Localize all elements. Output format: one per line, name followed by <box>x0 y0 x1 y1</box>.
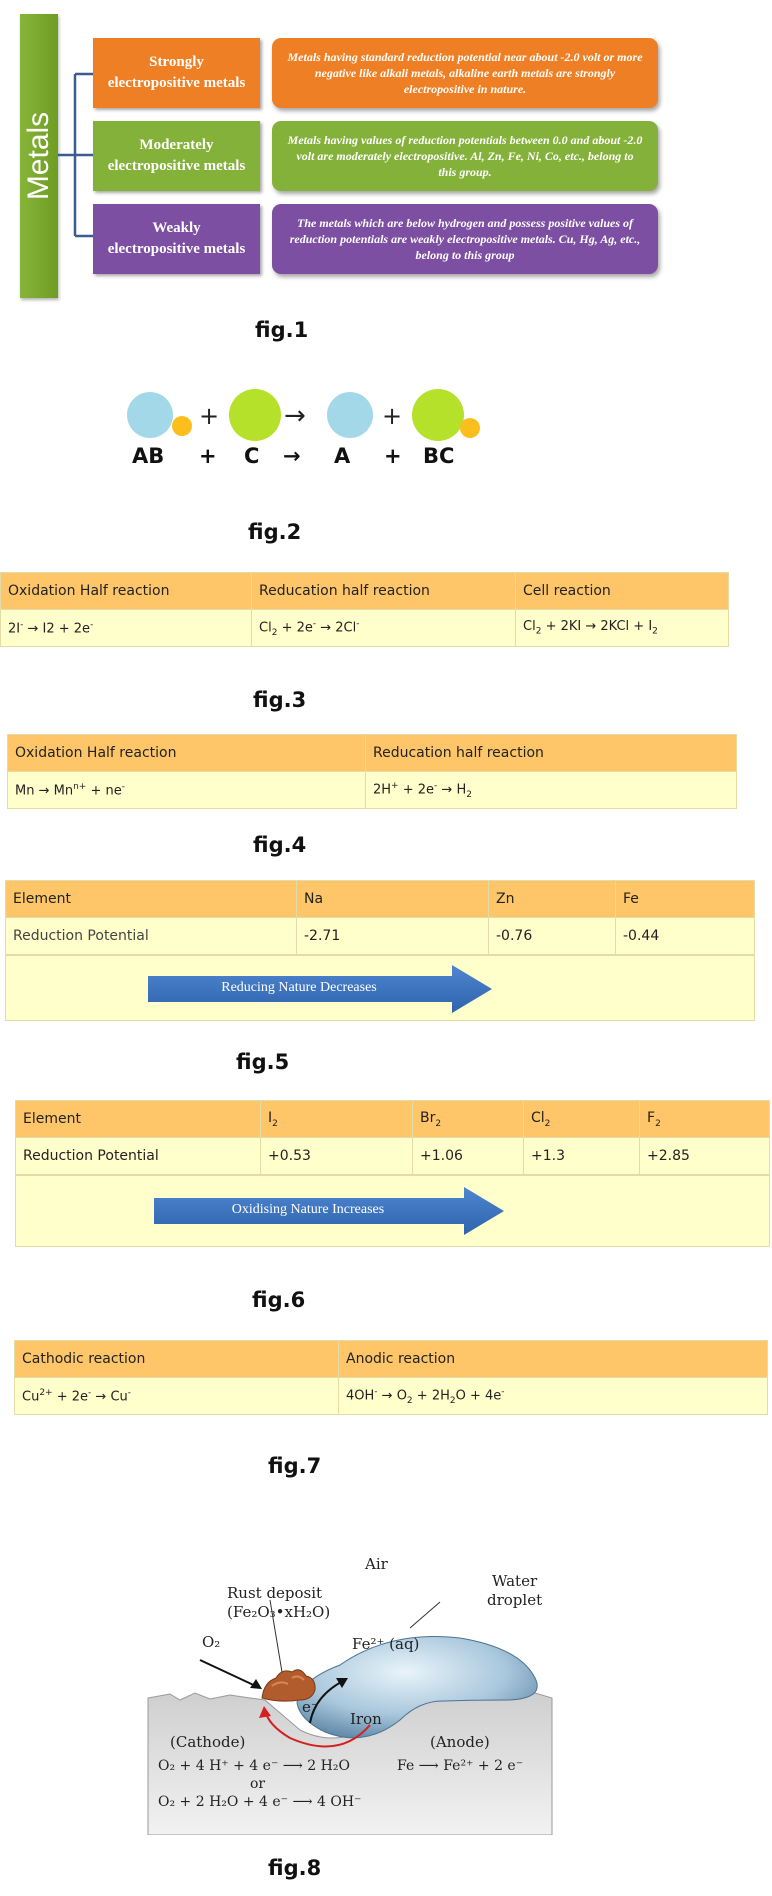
label-water-droplet: Water droplet <box>487 1572 543 1609</box>
fig6-arrow-label: Oxidising Nature Increases <box>231 1202 385 1217</box>
label-electron: e⁻ <box>302 1698 319 1716</box>
table-row <box>15 1378 768 1415</box>
header-cell: Element <box>6 881 297 918</box>
metals-title: Metals <box>22 111 55 201</box>
cathodic-cell: $Cu^{2+} + 2e^- \to Cu^-$ <box>15 1378 339 1415</box>
fig7-caption: fig.7 <box>268 1454 322 1478</box>
header-cell: Fe <box>616 881 755 918</box>
fig6-table <box>15 1100 770 1175</box>
table-row <box>15 1341 768 1378</box>
value-cell: +0.53 <box>261 1138 413 1175</box>
cathode-equation-1: O₂ + 4 H⁺ + 4 e⁻ ⟶ 2 H₂O <box>158 1758 350 1774</box>
anodic-cell: $4OH^- \to O_2 + 2H_2O + 4e^-$ <box>339 1378 768 1415</box>
header-cell: Element <box>16 1101 261 1138</box>
molecule-c-product <box>412 389 464 441</box>
anode-equation: Fe ⟶ Fe²⁺ + 2 e⁻ <box>397 1758 524 1774</box>
cell-reaction-cell: $Cl_2 + 2KI \to 2KCl + I_2$ <box>516 610 729 647</box>
table-row <box>8 735 737 772</box>
metals-title-bar <box>20 14 58 298</box>
value-cell: -2.71 <box>297 918 489 955</box>
fig2-plus-1: + <box>199 402 220 430</box>
label-cathode: (Cathode) <box>170 1733 246 1751</box>
header-cell: $Cl_2$ <box>524 1101 640 1138</box>
value-cell: +1.3 <box>524 1138 640 1175</box>
fig7-table <box>14 1340 768 1415</box>
value-cell: -0.76 <box>489 918 616 955</box>
header-cell: Reducation half reaction <box>366 735 737 772</box>
label-iron: Iron <box>350 1710 382 1728</box>
row-label: Reduction Potential <box>16 1138 261 1175</box>
table-row <box>1 573 729 610</box>
fig1-caption: fig.1 <box>255 318 309 342</box>
category-weakly: Weakly electropositive metals <box>93 204 260 274</box>
value-cell: +1.06 <box>413 1138 524 1175</box>
label-o2: O₂ <box>202 1633 221 1651</box>
fig2-caption: fig.2 <box>248 520 302 544</box>
description-weakly: The metals which are below hydrogen and possess positive values of reduction potentials are weakly electropositive metals. Cu, Hg, Ag, etc., belong to this group <box>272 204 658 274</box>
header-cell: Na <box>297 881 489 918</box>
header-cell: Oxidation Half reaction <box>8 735 366 772</box>
category-strongly: Strongly electropositive metals <box>93 38 260 108</box>
fig2-arrow: → <box>284 401 306 431</box>
value-cell: +2.85 <box>640 1138 770 1175</box>
description-moderately: Metals having values of reduction potentials between 0.0 and about -2.0 volt are moderately electropositive. Al, Zn, Fe, Ni, Co, etc., belong to this group. <box>272 121 658 191</box>
header-cell: Anodic reaction <box>339 1341 768 1378</box>
header-cell: Reducation half reaction <box>252 573 516 610</box>
fig3-table <box>0 572 729 647</box>
header-cell: Oxidation Half reaction <box>1 573 252 610</box>
fig1-connector-lines <box>58 70 98 270</box>
label-rust-deposit: Rust deposit (Fe₂O₃•xH₂O) <box>227 1584 331 1621</box>
fig5-table <box>5 880 755 955</box>
fig8-caption: fig.8 <box>268 1856 322 1880</box>
oxidation-cell: 2I- → I2 + 2e- <box>1 610 252 647</box>
fig5-caption: fig.5 <box>236 1050 290 1074</box>
table-row <box>6 918 755 955</box>
row-label: Reduction Potential <box>6 918 297 955</box>
fig4-caption: fig.4 <box>253 833 307 857</box>
reduction-cell: $2H^+ + 2e^- \to H_2$ <box>366 772 737 809</box>
label-or: or <box>250 1776 266 1792</box>
header-cell: Zn <box>489 881 616 918</box>
cathode-equation-2: O₂ + 2 H₂O + 4 e⁻ ⟶ 4 OH⁻ <box>158 1794 362 1810</box>
molecule-b-product <box>460 418 480 438</box>
category-moderately: Moderately electropositive metals <box>93 121 260 191</box>
molecule-a <box>127 392 173 438</box>
fig3-caption: fig.3 <box>253 688 307 712</box>
header-cell: $I_2$ <box>261 1101 413 1138</box>
table-row <box>16 1138 770 1175</box>
table-row <box>1 610 729 647</box>
oxidation-cell: $Mn \to Mn^{n+} + ne^-$ <box>8 772 366 809</box>
reduction-cell: $Cl_2 + 2e^- \to 2Cl^-$ <box>252 610 516 647</box>
fig6-caption: fig.6 <box>252 1288 306 1312</box>
label-air: Air <box>365 1555 388 1573</box>
table-row <box>8 772 737 809</box>
fig4-table <box>7 734 737 809</box>
fig2-equation-text: AB + C → A + BC <box>132 444 455 468</box>
header-cell: Cathodic reaction <box>15 1341 339 1378</box>
fig5-arrow-label: Reducing Nature Decreases <box>221 980 377 995</box>
molecule-c <box>229 389 281 441</box>
label-anode: (Anode) <box>430 1733 490 1751</box>
header-cell: $Br_2$ <box>413 1101 524 1138</box>
label-fe-ion: Fe²⁺ (aq) <box>352 1635 420 1653</box>
molecule-a-product <box>327 392 373 438</box>
header-cell: $F_2$ <box>640 1101 770 1138</box>
description-strongly: Metals having standard reduction potential near about -2.0 volt or more negative like alkali metals, alkaline earth metals are strongly electropositive in nature. <box>272 38 658 108</box>
header-cell: Cell reaction <box>516 573 729 610</box>
table-row <box>6 881 755 918</box>
molecule-b <box>172 416 192 436</box>
table-row <box>16 1101 770 1138</box>
value-cell: -0.44 <box>616 918 755 955</box>
fig2-plus-2: + <box>382 402 403 430</box>
